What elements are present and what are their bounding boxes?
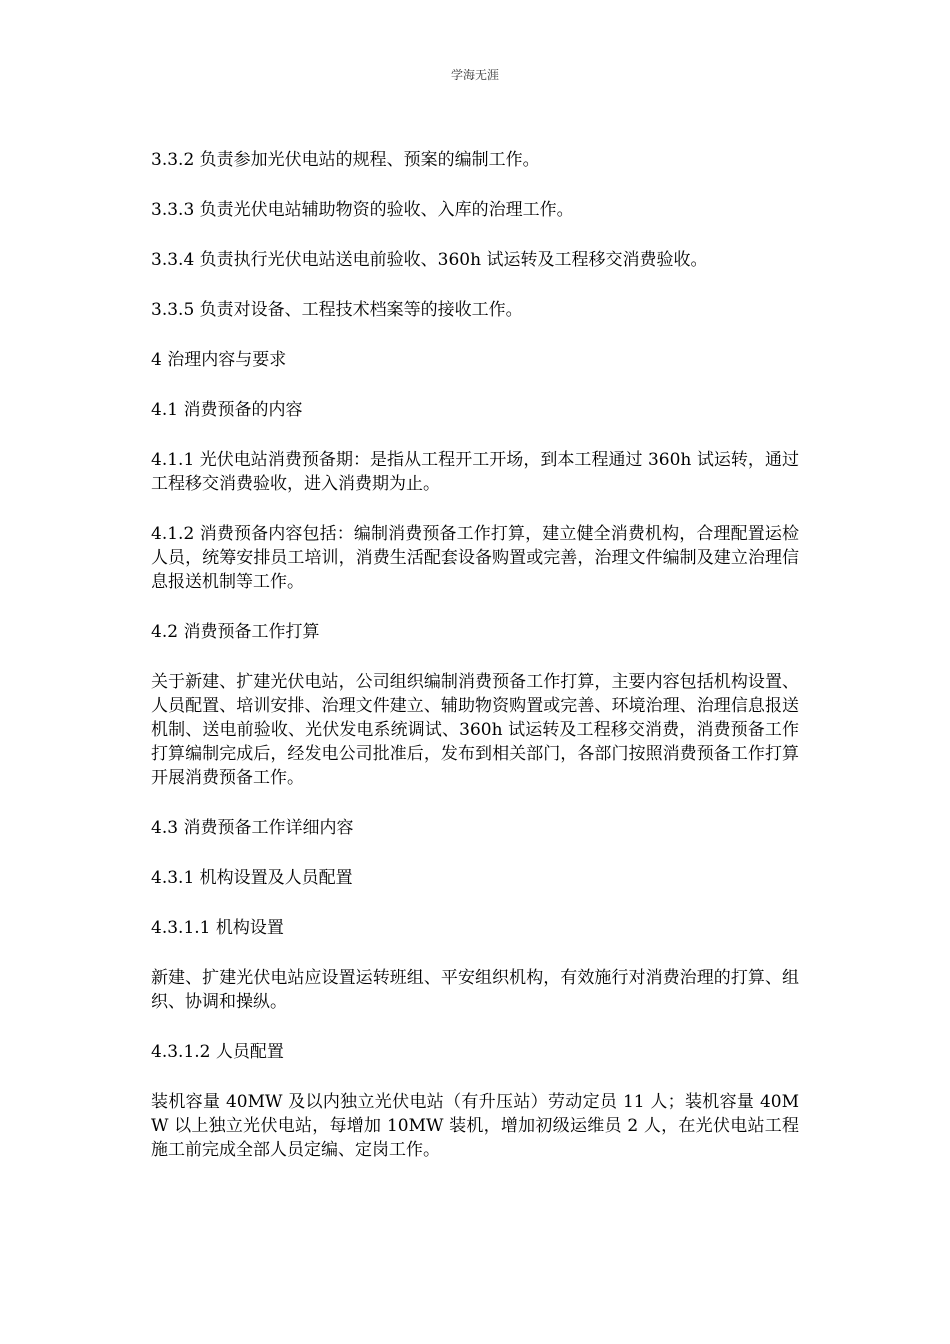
paragraph-4-2-body: 关于新建、扩建光伏电站，公司组织编制消费预备工作打算，主要内容包括机构设置、人员配置、培训安排、治理文件建立、辅助物资购置或完善、环境治理、治理信息报送机制、送电前验收、光伏发电系统调试、360h 试运转及工程移交消费，消费预备工作打算编制完成后，经发电公司批准后，发布到相关部门，各部门按照消费预备工作打算开展消费预备工作。 <box>151 672 799 788</box>
paragraph-4-1-1: 4.1.1 光伏电站消费预备期：是指从工程开工开场，到本工程通过 360h 试运转，通过工程移交消费验收，进入消费期为止。 <box>151 450 799 494</box>
paragraph-3-3-3: 3.3.3 负责光伏电站辅助物资的验收、入库的治理工作。 <box>151 200 574 220</box>
section-heading-4-3: 4.3 消费预备工作详细内容 <box>151 818 354 838</box>
paragraph-3-3-4: 3.3.4 负责执行光伏电站送电前验收、360h 试运转及工程移交消费验收。 <box>151 250 708 270</box>
paragraph-4-3-1-2-body: 装机容量 40MW 及以内独立光伏电站（有升压站）劳动定员 11 人；装机容量 40MW 以上独立光伏电站，每增加 10MW 装机，增加初级运维员 2 人，在光伏电站工程施工前完成全部人员定编、定岗工作。 <box>151 1092 799 1160</box>
section-heading-4: 4 治理内容与要求 <box>151 350 287 370</box>
paragraph-4-3-1-1-body: 新建、扩建光伏电站应设置运转班组、平安组织机构，有效施行对消费治理的打算、组织、协调和操纵。 <box>151 968 799 1012</box>
paragraph-4-1-2: 4.1.2 消费预备内容包括：编制消费预备工作打算，建立健全消费机构，合理配置运检人员，统筹安排员工培训，消费生活配套设备购置或完善，治理文件编制及建立治理信息报送机制等工作。 <box>151 524 799 592</box>
section-heading-4-3-1-1: 4.3.1.1 机构设置 <box>151 918 284 938</box>
paragraph-3-3-2: 3.3.2 负责参加光伏电站的规程、预案的编制工作。 <box>151 150 540 170</box>
section-heading-4-3-1: 4.3.1 机构设置及人员配置 <box>151 868 353 888</box>
page-header: 学海无涯 <box>450 68 499 82</box>
section-heading-4-1: 4.1 消费预备的内容 <box>151 400 303 420</box>
section-heading-4-2: 4.2 消费预备工作打算 <box>151 622 320 642</box>
document-body <box>151 148 799 1188</box>
section-heading-4-3-1-2: 4.3.1.2 人员配置 <box>151 1042 284 1062</box>
paragraph-3-3-5: 3.3.5 负责对设备、工程技术档案等的接收工作。 <box>151 300 523 320</box>
